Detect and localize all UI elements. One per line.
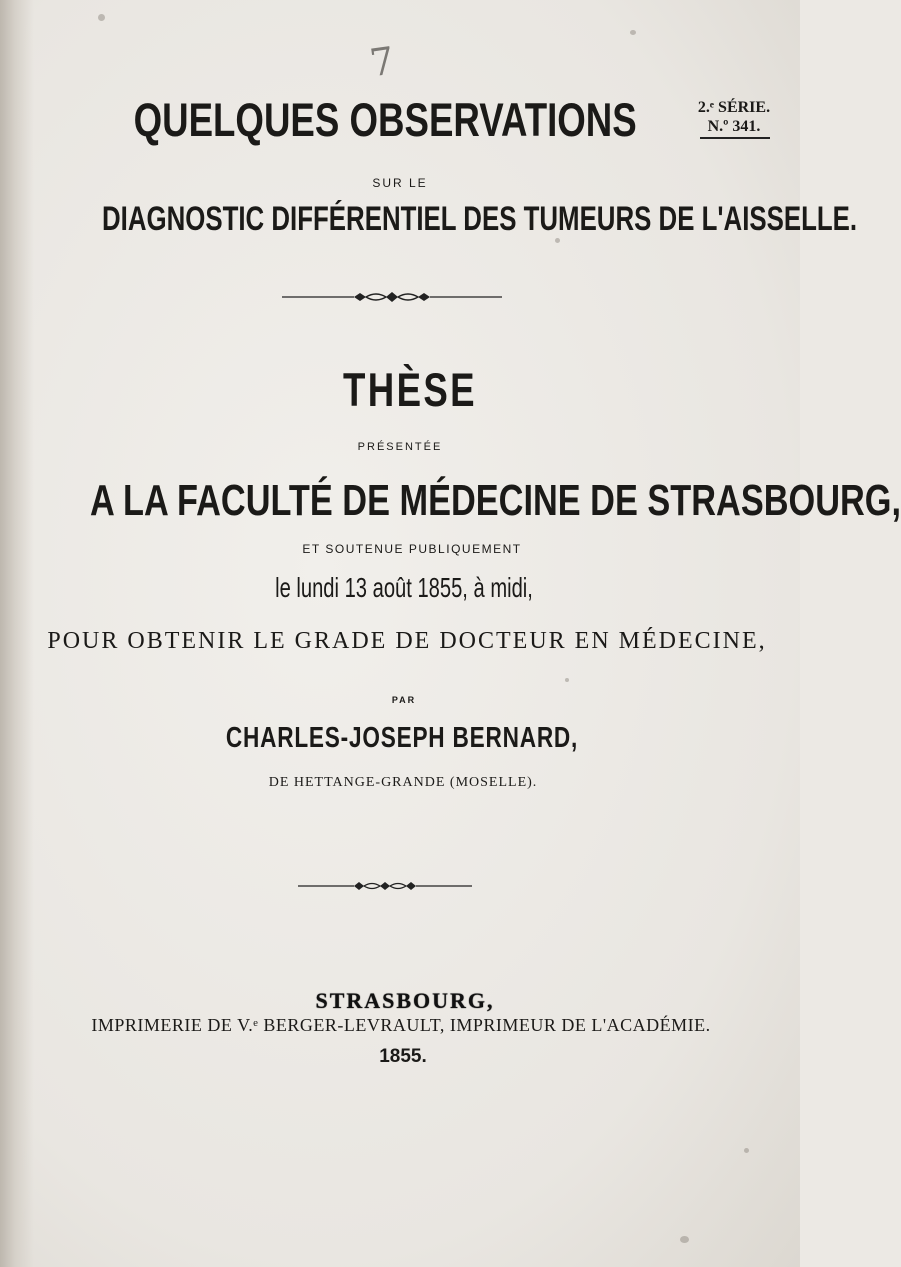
series-label [678, 98, 790, 136]
paper-speck [744, 1148, 749, 1153]
degree-line: POUR OBTENIR LE GRADE DE DOCTEUR EN MÉDECINE, [47, 628, 767, 654]
ornamental-divider-bottom [298, 880, 472, 892]
paper-speck [680, 1236, 689, 1243]
paper-speck [555, 238, 560, 243]
presentee-label: PRÉSENTÉE [357, 441, 443, 453]
par-label: PAR [391, 695, 417, 705]
sur-le-label: SUR LE [372, 176, 428, 190]
subtitle: DIAGNOSTIC DIFFÉRENTIEL DES TUMEURS DE L'AISSELLE. [102, 200, 858, 238]
imprint-printer: IMPRIMERIE DE V.ᵉ BERGER-LEVRAULT, IMPRIMEUR DE L'ACADÉMIE. [91, 1015, 711, 1035]
author-origin: DE HETTANGE-GRANDE (MOSELLE). [268, 775, 538, 790]
paper-speck [565, 678, 569, 682]
these-heading: THÈSE [343, 363, 477, 416]
author-name: CHARLES-JOSEPH BERNARD, [225, 722, 579, 754]
soutenue-line: ET SOUTENUE PUBLIQUEMENT [302, 542, 522, 556]
series-number: N.º 341. [707, 118, 761, 135]
faculty-line: A LA FACULTÉ DE MÉDECINE DE STRASBOURG, [90, 476, 901, 525]
defense-date: le lundi 13 août 1855, à midi, [275, 572, 533, 603]
ornamental-divider-top [282, 290, 502, 304]
main-title: QUELQUES OBSERVATIONS [133, 93, 637, 146]
paper-speck [98, 14, 105, 21]
series-serie: 2.ᵉ SÉRIE. [697, 99, 771, 116]
imprint-year: 1855. [379, 1046, 427, 1067]
paper-speck [630, 30, 636, 35]
imprint-city: STRASBOURG, [315, 988, 495, 1013]
series-underline [700, 137, 770, 139]
handwritten-mark: 7 [367, 38, 398, 86]
